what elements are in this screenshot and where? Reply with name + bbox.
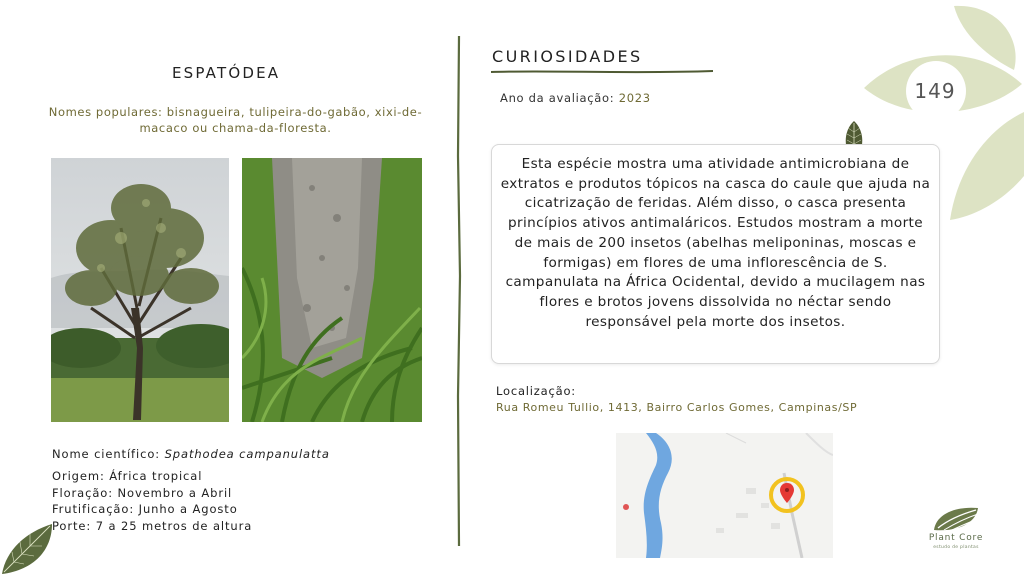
evaluation-year	[500, 91, 651, 105]
title-underline	[491, 68, 713, 76]
description-box	[491, 144, 940, 364]
scientific-name-label: Nome científico:	[52, 447, 161, 461]
scientific-name: Spathodea campanulatta	[164, 447, 330, 461]
year-label: Ano da avaliação:	[500, 91, 615, 105]
location-label: Localização:	[496, 384, 576, 398]
location-address: Rua Romeu Tullio, 1413, Bairro Carlos Gomes, Campinas/SP	[496, 401, 858, 414]
description-text: Esta espécie mostra uma atividade antimicrobiana de extratos e produtos tópicos na casca do caule que ajuda na cicatrização de feridas. Além disso, o casca presenta princípios ativos antimaláricos. Estudos mostram a morte de mais de 200 insetos (abelhas meliponinas, moscas e formigas) em flores de uma inflorescência de S. campanulata na África Ocidental, devido a mucilagem nas flores e brotos jovens dissolvida no néctar sendo responsável pela morte dos insetos.	[500, 156, 931, 330]
scientific-name-line	[52, 447, 330, 461]
leaf-icon	[0, 520, 58, 576]
fact-flowering: Floração: Novembro a Abril	[52, 485, 233, 500]
fact-origin: Origem: África tropical	[52, 469, 203, 483]
column-divider	[453, 36, 465, 546]
popular-names: Nomes populares: bisnagueira, tulipeira-do-gabão, xixi-de-macaco ou chama-da-floresta.	[48, 105, 423, 135]
trunk-photo	[242, 158, 422, 422]
section-title: CURIOSIDADES	[492, 47, 643, 66]
location-map[interactable]	[616, 433, 833, 558]
brand-tagline: estudo de plantas	[933, 545, 979, 550]
brand-name: Plant Core	[928, 533, 984, 543]
species-title: ESPATÓDEA	[172, 64, 281, 82]
fact-fruiting: Frutificação: Junho a Agosto	[52, 502, 238, 517]
facts-list	[52, 468, 252, 534]
year-value: 2023	[618, 91, 651, 105]
fact-size: Porte: 7 a 25 metros de altura	[52, 518, 253, 533]
tree-photo	[51, 158, 229, 422]
page-number: 149	[914, 79, 956, 103]
